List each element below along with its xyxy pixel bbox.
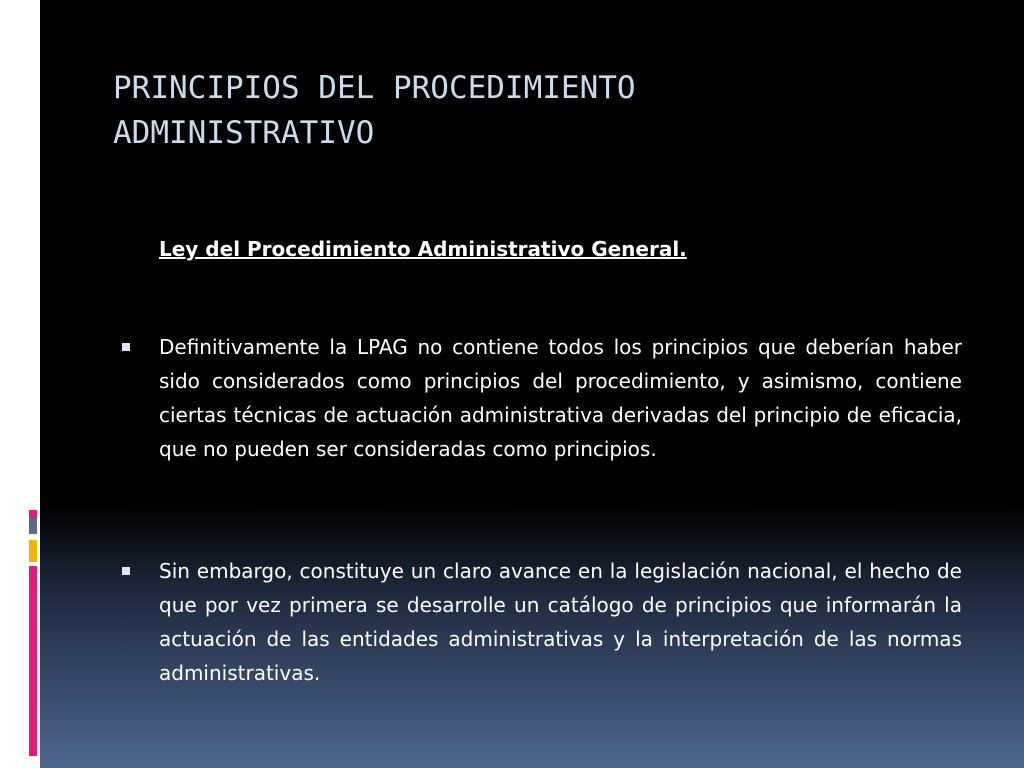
slide-title-line-1: PRINCIPIOS DEL PROCEDIMIENTO bbox=[113, 70, 636, 106]
bullet-item-2 bbox=[159, 554, 962, 690]
left-margin-strip bbox=[0, 0, 40, 768]
accent-bar-pink-top bbox=[29, 510, 37, 518]
bullet-text-1: Definitivamente la LPAG no contiene todos los principios que deberían haber sido considerados como principios del procedimiento, y asimismo, contiene ciertas técnicas de actuación administrativa derivadas del principio de eficacia, que no pueden ser consideradas como principios. bbox=[159, 335, 962, 461]
slide-title bbox=[113, 66, 993, 156]
accent-bar-slate bbox=[29, 518, 37, 534]
slide-title-line-2: ADMINISTRATIVO bbox=[113, 115, 375, 151]
square-bullet-icon bbox=[122, 343, 130, 351]
square-bullet-icon bbox=[122, 567, 130, 575]
bullet-text-2: Sin embargo, constituye un claro avance en la legislación nacional, el hecho de que por vez primera se desarrolle un catálogo de principios que informarán la actuación de las entidades administrativas y la interpretación de las normas administrativas. bbox=[159, 559, 962, 685]
slide-subtitle: Ley del Procedimiento Administrativo General. bbox=[159, 237, 687, 261]
accent-bar-pink bbox=[29, 566, 37, 756]
accent-bar-yellow bbox=[29, 540, 37, 562]
bullet-item-1 bbox=[159, 330, 962, 466]
slide bbox=[40, 0, 1024, 768]
